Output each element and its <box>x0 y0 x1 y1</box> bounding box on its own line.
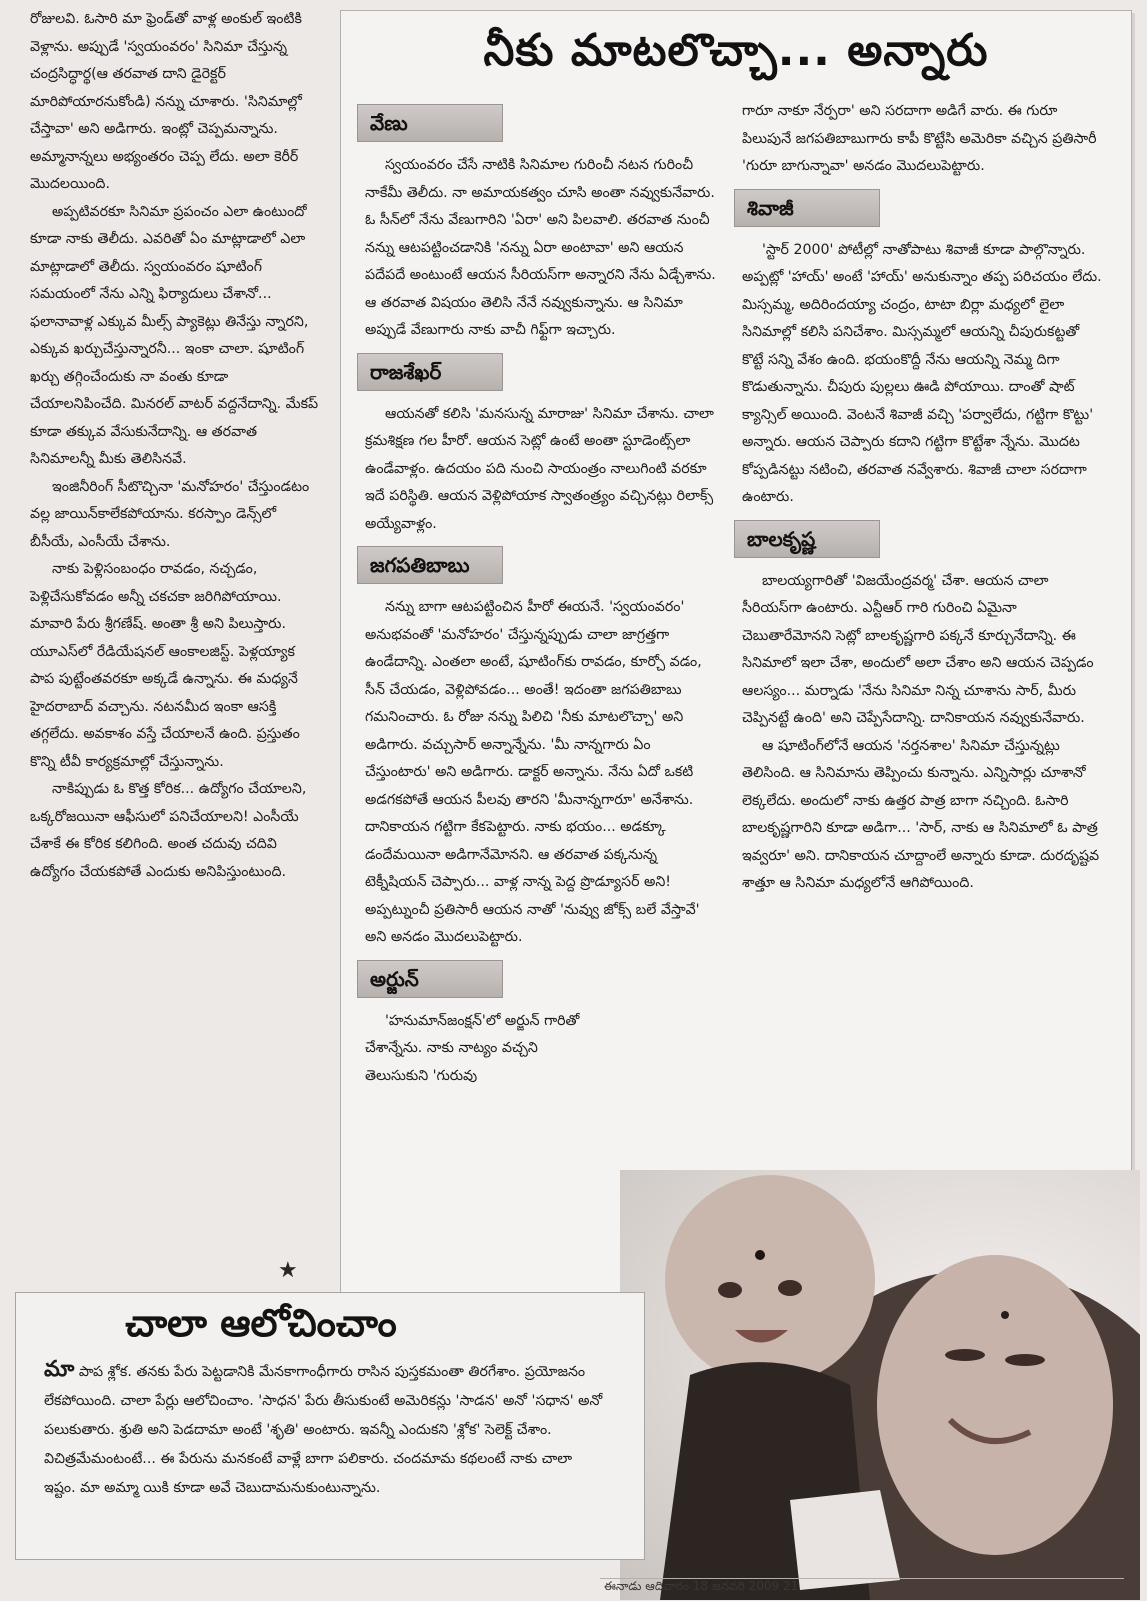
lead-word: మా <box>44 1357 75 1382</box>
middle-column <box>365 96 717 1090</box>
section-text-jagapathibabu: నన్ను బాగా ఆటపట్టించిన హీరో ఈయనే. 'స్వయంవరం' అనుభవంతో 'మనోహరం' చేస్తున్నప్పుడు చాలా జాగ్రత్తగా ఉండేదాన్ని. ఎంతలా అంటే, షూటింగ్‌కు రావడం, కూర్చో వడం, సీన్ చేయడం, వెళ్లిపోవడం... అంతే! ఇదంతా జగపతిబాబు గమనించారు. ఓ రోజు నన్ను పిలిచి 'నీకు మాటలొచ్చా' అని అడిగారు. వచ్చుసార్ అన్నాన్నేను. 'మీ నాన్నగారు ఏం చేస్తుంటారు' అని అడిగారు. డాక్టర్ అన్నాను. నేను ఏదో ఒకటి అడగకపోతే ఆయన పీలవు తారని 'మీనాన్నగారూ' అనేశాను. దానికాయన గట్టిగా కేకపెట్టారు. నాకు భయం... అడక్కూ డందేమయినా అడిగానేమోనని. ఆ తరవాత పక్కనున్న టెక్నీషియన్ చెప్పారు... వాళ్ల నాన్న పెద్ద ప్రొడ్యూసర్ అని! అప్పట్నుంచీ ప్రతిసారీ ఆయన నాతో 'నువ్వు జోక్స్ బలే వేస్తావే' అని అనడం మొదలుపెట్టారు. <box>365 599 702 945</box>
paragraph: నాకిప్పుడు ఓ కొత్త కోరిక... ఉద్యోగం చేయాలని, ఒక్కరోజయినా ఆఫీసులో పనిచేయాలని! ఎంసీయే చేశాకే ఈ కోరిక కలిగింది. అంత చదువు చదివి ఉద్యోగం చేయకపోతే ఎందుకు అనిపిస్తుంటుంది. <box>30 781 307 880</box>
feature-title: నీకు మాటలొచ్చా... అన్నారు <box>483 25 989 76</box>
sidebar-body: పాప శ్లోక. తనకు పేరు పెట్టడానికి మేనకాగాంధీగారు రాసిన పుస్తకమంతా తిరగేశాం. ప్రయోజనం లేకపోయింది. చాలా పేర్లు ఆలోచించాం. 'సాధన' పేరు తీసుకుంటే అమెరికన్లు 'సాడన' అనో 'సధాన' అనో పలుకుతారు. శ్రుతి అని పెడదామా అంటే 'శృతి' అంటారు. ఇవన్నీ ఎందుకని 'శ్లోక' సెలెక్ట్ చేశాం. విచిత్రమేమంటంటే... ఈ పేరును మనకంటే వాళ్లే బాగా పలికారు. చందమామ కథలంటే నాకు చాలా ఇష్టం. మా అమ్మా యికి కూడా అవే చెబుదామనుకుంటున్నాను. <box>44 1364 603 1496</box>
sidebar-text <box>44 1355 604 1503</box>
end-star-icon: ★ <box>278 1258 298 1283</box>
section-text-arjun: 'హనుమాన్‌జంక్షన్'లో అర్జున్ గారితో చేశాన్నేను. నాకు నాట్యం వచ్చని తెలుసుకుని 'గురువు <box>365 1012 580 1084</box>
section-text-rajasekhar: ఆయనతో కలిసి 'మనసున్న మారాజు' సినిమా చేశాను. చాలా క్రమశిక్షణ గల హీరో. ఆయన సెట్లో ఉంటే అంతా స్టూడెంట్స్‌లా ఉండేవాళ్లం. ఉదయం పది నుంచి సాయంత్రం నాలుగింటి వరకూ ఇదే పరిస్థితి. ఆయన వెళ్లిపోయాక స్వాతంత్ర్యం వచ్చినట్లు రిలాక్స్ అయ్యేవాళ్లం. <box>365 405 714 532</box>
continued-text: గారూ నాకూ నేర్పరా' అని సరదాగా అడిగే వారు. ఈ గురూ పిలుపునే జగపతిబాబుగారు కాపీ కొట్టేసి అమెరికా వచ్చిన ప్రతిసారీ 'గురూ బాగున్నావా' అనడం మొదలుపెట్టారు. <box>742 103 1097 174</box>
paragraph: నాకు పెళ్లిసంబంధం రావడం, నచ్చడం, పెళ్లిచేసుకోవడం అన్నీ చకచకా జరిగిపోయాయి. మావారి పేరు శ్రీగణేష్. అంతా శ్రీ అని పిలుస్తారు. యూఎస్‌లో రేడియేషనల్ ఆంకాలజిస్ట్. పెళ్లయ్యాక పాప పుట్టేంతవరకూ అక్కడే ఉన్నాను. ఈ మధ్యనే హైదరాబాద్ వచ్చాను. నటనమీద ఇంకా ఆసక్తి తగ్గలేదు. అవకాశం వస్తే చేయాలనే ఉంది. ప్రస్తుతం కొన్ని టీవీ కార్యక్రమాల్లో చేస్తున్నాను. <box>30 561 300 770</box>
paragraph: ఇంజినీరింగ్ సీటొచ్చినా 'మనోహరం' చేస్తుండటం వల్ల జాయిన్‌కాలేకపోయాను. కరస్పాం డెన్స్‌లో బీసీయే, ఎంసీయే చేశాను. <box>30 478 310 550</box>
section-heading-arjun: అర్జున్ <box>357 960 503 998</box>
mother-baby-photo <box>620 1170 1140 1600</box>
section-heading-sivaji: శివాజీ <box>734 189 880 227</box>
page-footer: ఈనాడు ఆదివారం 18 జనవరి 2009 21 <box>600 1578 1124 1601</box>
section-text-balakrishna: బాలయ్యగారితో 'విజయేంద్రవర్మ' చేశా. ఆయన చాలా సీరియస్‌గా ఉంటారు. ఎన్టీఆర్ గారి గురించి ఏమైనా చెబుతారేమోనని సెట్లో బాలకృష్ణగారి పక్కనే కూర్చునేదాన్ని. ఈ సినిమాలో ఇలా చేశా, అందులో అలా చేశాం అని ఆయన చెప్పడం ఆలస్యం... మర్నాడు 'నేను సినిమా నిన్న చూశాను సార్, మీరు చెప్పినట్టే ఉంది' అని చెప్పేసేదాన్ని. దానికాయన నవ్వుకునేవారు. <box>742 572 1094 726</box>
section-text-balakrishna-2: ఆ షూటింగ్‌లోనే ఆయన 'నర్తనశాల' సినిమా చేస్తున్నట్లు తెలిసింది. ఆ సినిమాను తెప్పించు కున్నాను. ఎన్నిసార్లు చూశానో లెక్కలేదు. అందులో నాకు ఉత్తర పాత్ర బాగా నచ్చింది. ఓసారి బాలకృష్ణగారిని కూడా అడిగా... 'సార్, నాకు ఆ సినిమాలో ఓ పాత్ర ఇవ్వరూ' అని. దానికాయన చూద్దాంలే అన్నారు కూడా. దురదృష్టవ శాత్తూ ఆ సినిమా మధ్యలోనే ఆగిపోయింది. <box>742 737 1100 891</box>
left-column <box>30 6 320 886</box>
section-heading-rajasekhar: రాజశేఖర్ <box>357 353 503 391</box>
paragraph: రోజులవి. ఓసారి మా ఫ్రెండ్‌తో వాళ్ల అంకుల్ ఇంటికి వెళ్లాను. అప్పుడే 'స్వయంవరం' సినిమా చేస్తున్న చంద్రసిద్ధార్థ(ఆ తరవాత దాని డైరెక్టర్ మారిపోయారనుకోండి) నన్ను చూశారు. 'సినిమాల్లో చేస్తావా' అని అడిగారు. ఇంట్లో చెప్పమన్నాను. అమ్మానాన్నలు అభ్యంతరం చెప్ప లేదు. అలా కెరీర్ మొదలయింది. <box>30 11 302 192</box>
section-text-sivaji: 'స్టార్ 2000' పోటీల్లో నాతోపాటు శివాజీ కూడా పాల్గొన్నారు. అప్పట్లో 'హాయ్' అంటే 'హాయ్' అనుకున్నాం తప్ప పరిచయం లేదు. మిస్సమ్మ, అదిరిందయ్యా చంద్రం, టాటా బిర్లా మధ్యలో లైలా సినిమాల్లో కలిసి పనిచేశాం. మిస్సమ్మలో ఆయన్ని చీపురుకట్టతో కొట్టే సన్ని వేశం ఉంది. భయంకొద్దీ నేను ఆయన్ని నెమ్మ దిగా కొడుతున్నాను. చీపురు పుల్లలు ఊడి పోయాయి. దాంతో షాట్ క్యాన్సిల్ అయింది. వెంటనే శివాజీ వచ్చి 'పర్వాలేదు, గట్టిగా కొట్టు' అన్నారు. ఆయన చెప్పారు కదాని గట్టిగా కొట్టేశా న్నేను. మొదట కోప్పడినట్టు నటించి, తరవాత నవ్వేశారు. శివాజీ చాలా సరదాగా ఉంటారు. <box>742 241 1102 505</box>
section-heading-jagapathibabu: జగపతిబాబు <box>357 546 503 584</box>
section-heading-balakrishna: బాలకృష్ణ <box>734 520 880 558</box>
right-column <box>742 98 1104 898</box>
photo-illustration <box>620 1170 1140 1600</box>
section-heading-venu: వేణు <box>357 104 503 142</box>
paragraph: అప్పటివరకూ సినిమా ప్రపంచం ఎలా ఉంటుందో కూడా నాకు తెలీదు. ఎవరితో ఏం మాట్లాడాలో ఎలా మాట్లాడాలో తెలీదు. స్వయంవరం షూటింగ్ సమయంలో నేను ఎన్ని ఫిర్యాదులు చేశానో... ఫలానావాళ్ల ఎక్కువ మీల్స్ ప్యాకెట్లు తినేస్తు న్నారని, ఎక్కువ ఖర్చుచేస్తున్నారనీ... ఇంకా చాలా. షూటింగ్ ఖర్చు తగ్గించేందుకు నా వంతు కూడా చేయాలనిపించేది. మినరల్ వాటర్ వద్దనేదాన్ని. మేకప్ కూడా తక్కువ వేసుకునేదాన్ని. ఆ తరవాత సినిమాలన్నీ మీకు తెలిసినవే. <box>30 203 319 467</box>
sidebar-title: చాలా ఆలోచించాం <box>125 1301 397 1345</box>
sidebar-box <box>15 1292 645 1560</box>
section-text-venu: స్వయంవరం చేసే నాటికి సినిమాల గురించీ నటన గురించీ నాకేమీ తెలీదు. నా అమాయకత్వం చూసి అంతా నవ్వుకునేవారు. ఓ సీన్‌లో నేను వేణుగారిని 'ఏరా' అని పిలవాలి. తరవాత నుంచీ నన్ను ఆటపట్టించడానికి 'నన్ను ఏరా అంటావా' అని ఆయన పదేపదే అంటుంటే ఆయన సీరియస్‌గా అన్నారని నేను ఏడ్చేశాను. ఆ తరవాత విషయం తెలిసి నేనే నవ్వుకున్నాను. ఆ సినిమా అప్పుడే వేణుగారు నాకు వాచీ గిఫ్ట్‌గా ఇచ్చారు. <box>365 157 716 338</box>
